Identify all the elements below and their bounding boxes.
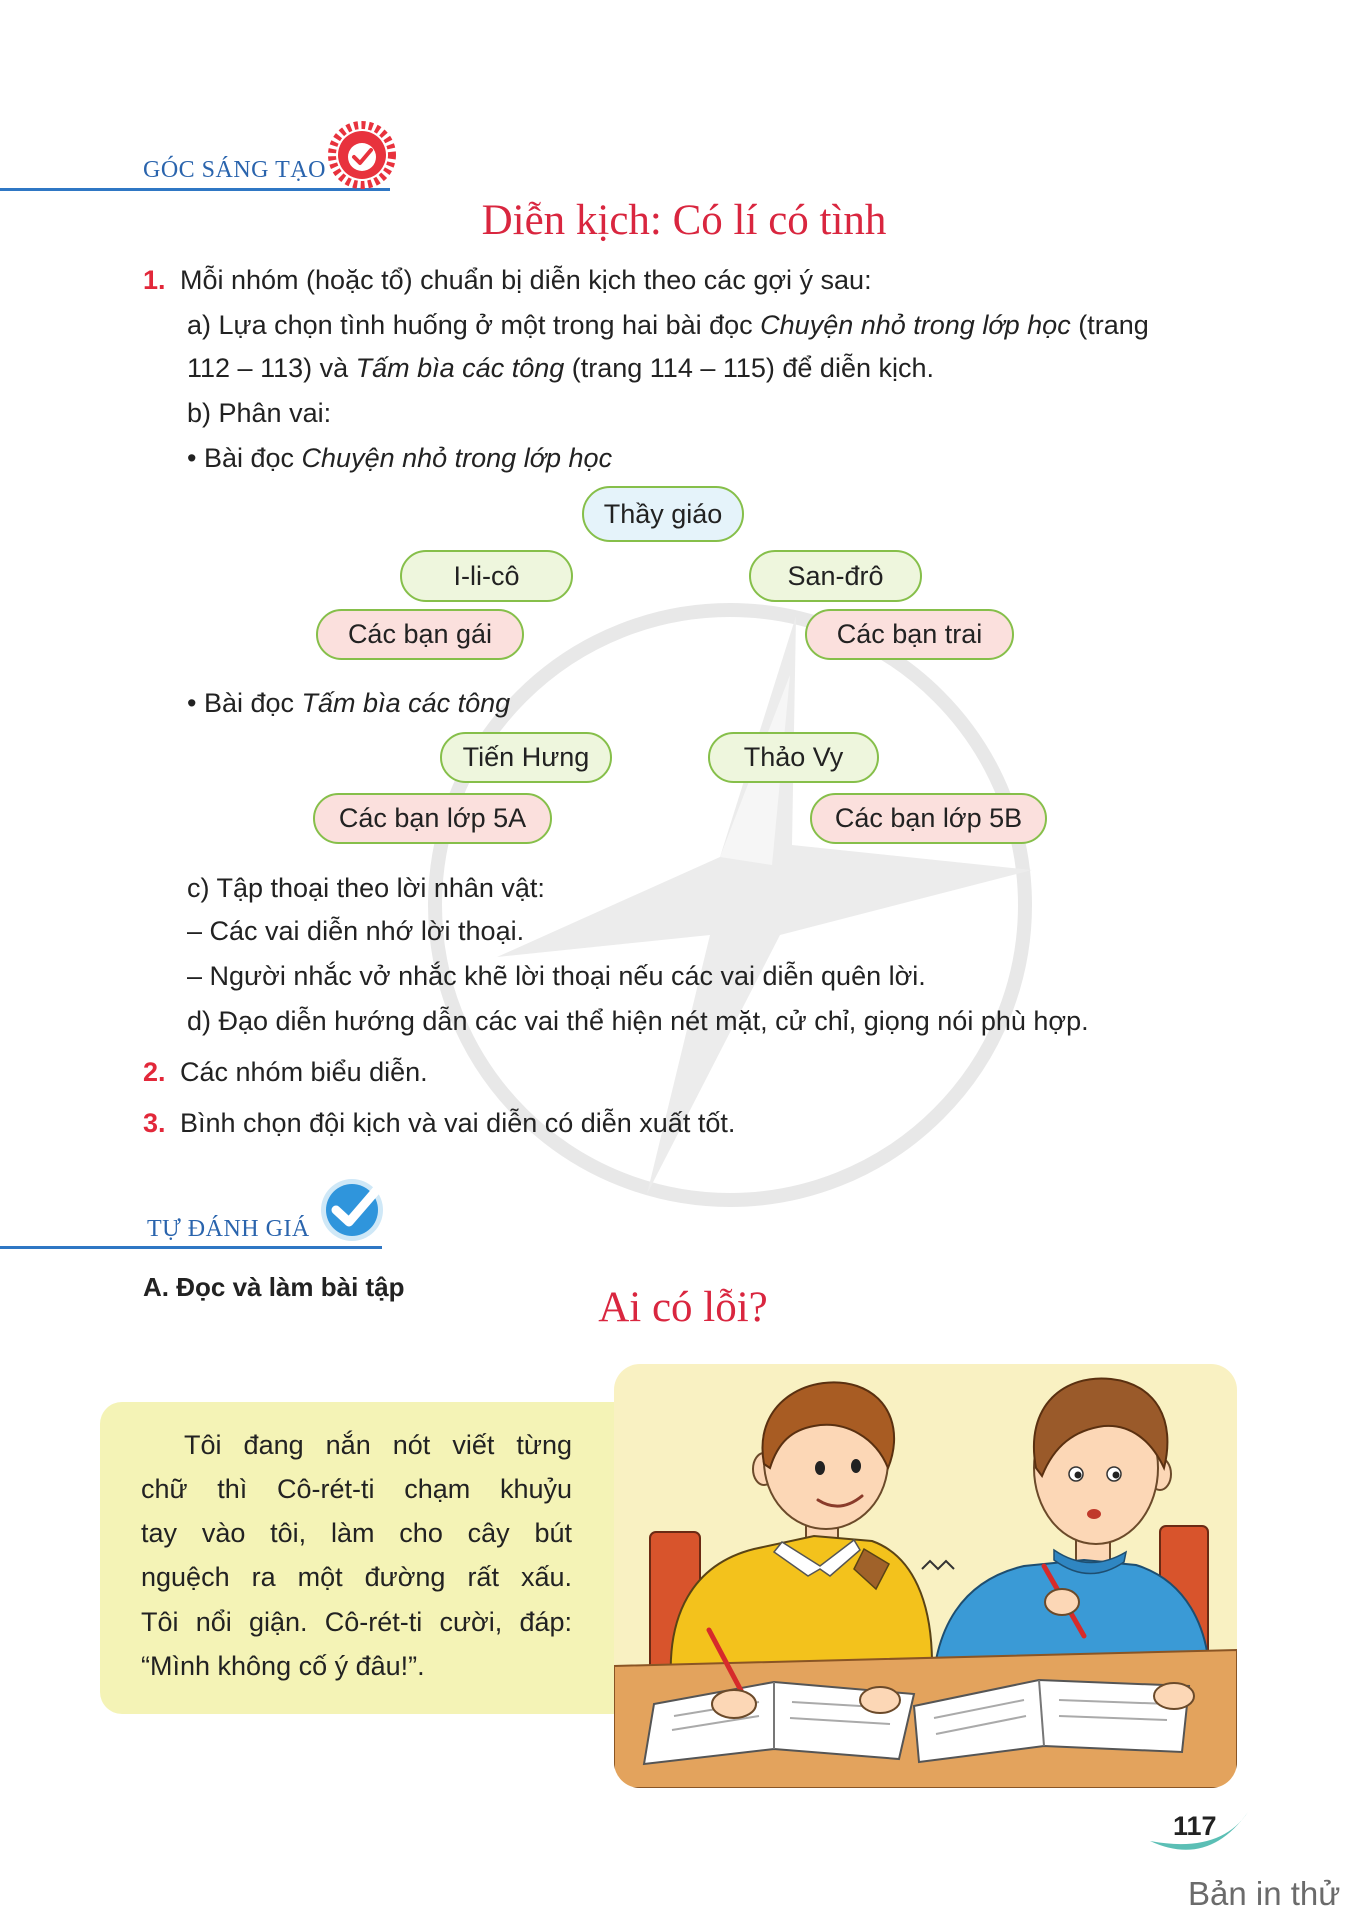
passage-line: “Mình không cố ý đâu!”.: [141, 1651, 425, 1681]
part-c-point: – Người nhắc vở nhắc khẽ lời thoại nếu các vai diễn quên lời.: [187, 961, 926, 991]
part-c-label: c) Tập thoại theo lời nhân vật:: [187, 873, 545, 903]
part-d-text: d) Đạo diễn hướng dẫn các vai thể hiện nét mặt, cử chỉ, giọng nói phù hợp.: [187, 1006, 1089, 1036]
task-1-number: 1.: [143, 265, 166, 295]
part-a-tail: (trang 114 – 115) để diễn kịch.: [571, 353, 934, 383]
reading-title: Tấm bìa các tông: [301, 688, 511, 718]
bullet: •: [187, 443, 197, 473]
task-3-text: Bình chọn đội kịch và vai diễn có diễn xuất tốt.: [180, 1108, 736, 1138]
story-title-2: Tấm bìa các tông: [355, 353, 565, 383]
role-box: Thầy giáo: [582, 486, 744, 542]
part-b-label: b) Phân vai:: [187, 398, 332, 428]
left-boy-hand: [860, 1687, 900, 1713]
illustration-drawing: [614, 1364, 1237, 1788]
reading-prefix: Bài đọc: [203, 688, 295, 718]
part-a-pages-close: 112 – 113) và: [187, 353, 349, 383]
passage-line: Tôi đang nắn nót viết từng: [184, 1430, 572, 1460]
task-2-text: Các nhóm biểu diễn.: [180, 1057, 428, 1087]
story-illustration: [614, 1364, 1237, 1788]
role-box: Thảo Vy: [708, 732, 879, 783]
reading-1-line: [187, 442, 612, 474]
passage-line: tay vào tôi, làm cho cây bút: [141, 1518, 572, 1548]
part-a-lead: a) Lựa chọn tình huống ở một trong hai bài đọc: [187, 310, 753, 340]
section-rule-assessment: [0, 1246, 382, 1249]
role-box: Các bạn trai: [805, 609, 1014, 660]
task-2-number: 2.: [143, 1057, 166, 1087]
passage-line: Tôi nổi giận. Cô-rét-ti cười, đáp:: [141, 1607, 572, 1637]
part-a-pages-open: (trang: [1078, 310, 1149, 340]
task-1-text: Mỗi nhóm (hoặc tổ) chuẩn bị diễn kịch theo các gợi ý sau:: [180, 265, 872, 295]
section-label-creative: GÓC SÁNG TẠO: [143, 157, 326, 183]
page-number-arc: [1146, 1808, 1252, 1864]
part-a-heading: A. Đọc và làm bài tập: [143, 1272, 405, 1302]
right-boy-hand: [1154, 1683, 1194, 1709]
bullet: •: [187, 688, 197, 718]
part-c-point: – Các vai diễn nhớ lời thoại.: [187, 916, 525, 946]
part-a-line-2: [187, 352, 934, 384]
role-box: Các bạn gái: [316, 609, 524, 660]
activity-title: Diễn kịch: Có lí có tình: [481, 197, 887, 244]
gauge-check-icon: [327, 120, 397, 190]
passage-line: nguệch ra một đường rất xấu.: [141, 1562, 572, 1592]
reading-prefix: Bài đọc: [203, 443, 295, 473]
story-title-1: Chuyện nhỏ trong lớp học: [760, 310, 1071, 340]
section-label-assessment: TỰ ĐÁNH GIÁ: [147, 1216, 310, 1242]
reading-2-line: [187, 687, 510, 719]
role-box: Các bạn lớp 5A: [313, 793, 552, 844]
part-a-line-1: [187, 309, 1149, 341]
role-box: I-li-cô: [400, 550, 573, 602]
check-circle-icon: [318, 1172, 390, 1244]
role-box: San-đrô: [749, 550, 922, 602]
page-number: 117: [1173, 1811, 1217, 1841]
role-box: Tiến Hưng: [440, 732, 612, 783]
role-box: Các bạn lớp 5B: [810, 793, 1047, 844]
story-title: Ai có lỗi?: [598, 1284, 768, 1331]
passage-line: chữ thì Cô-rét-ti chạm khuỷu: [141, 1474, 572, 1504]
task-3-number: 3.: [143, 1108, 166, 1138]
draft-label: Bản in thử: [1188, 1875, 1341, 1912]
left-boy-hand: [712, 1690, 756, 1718]
reading-title: Chuyện nhỏ trong lớp học: [301, 443, 613, 473]
